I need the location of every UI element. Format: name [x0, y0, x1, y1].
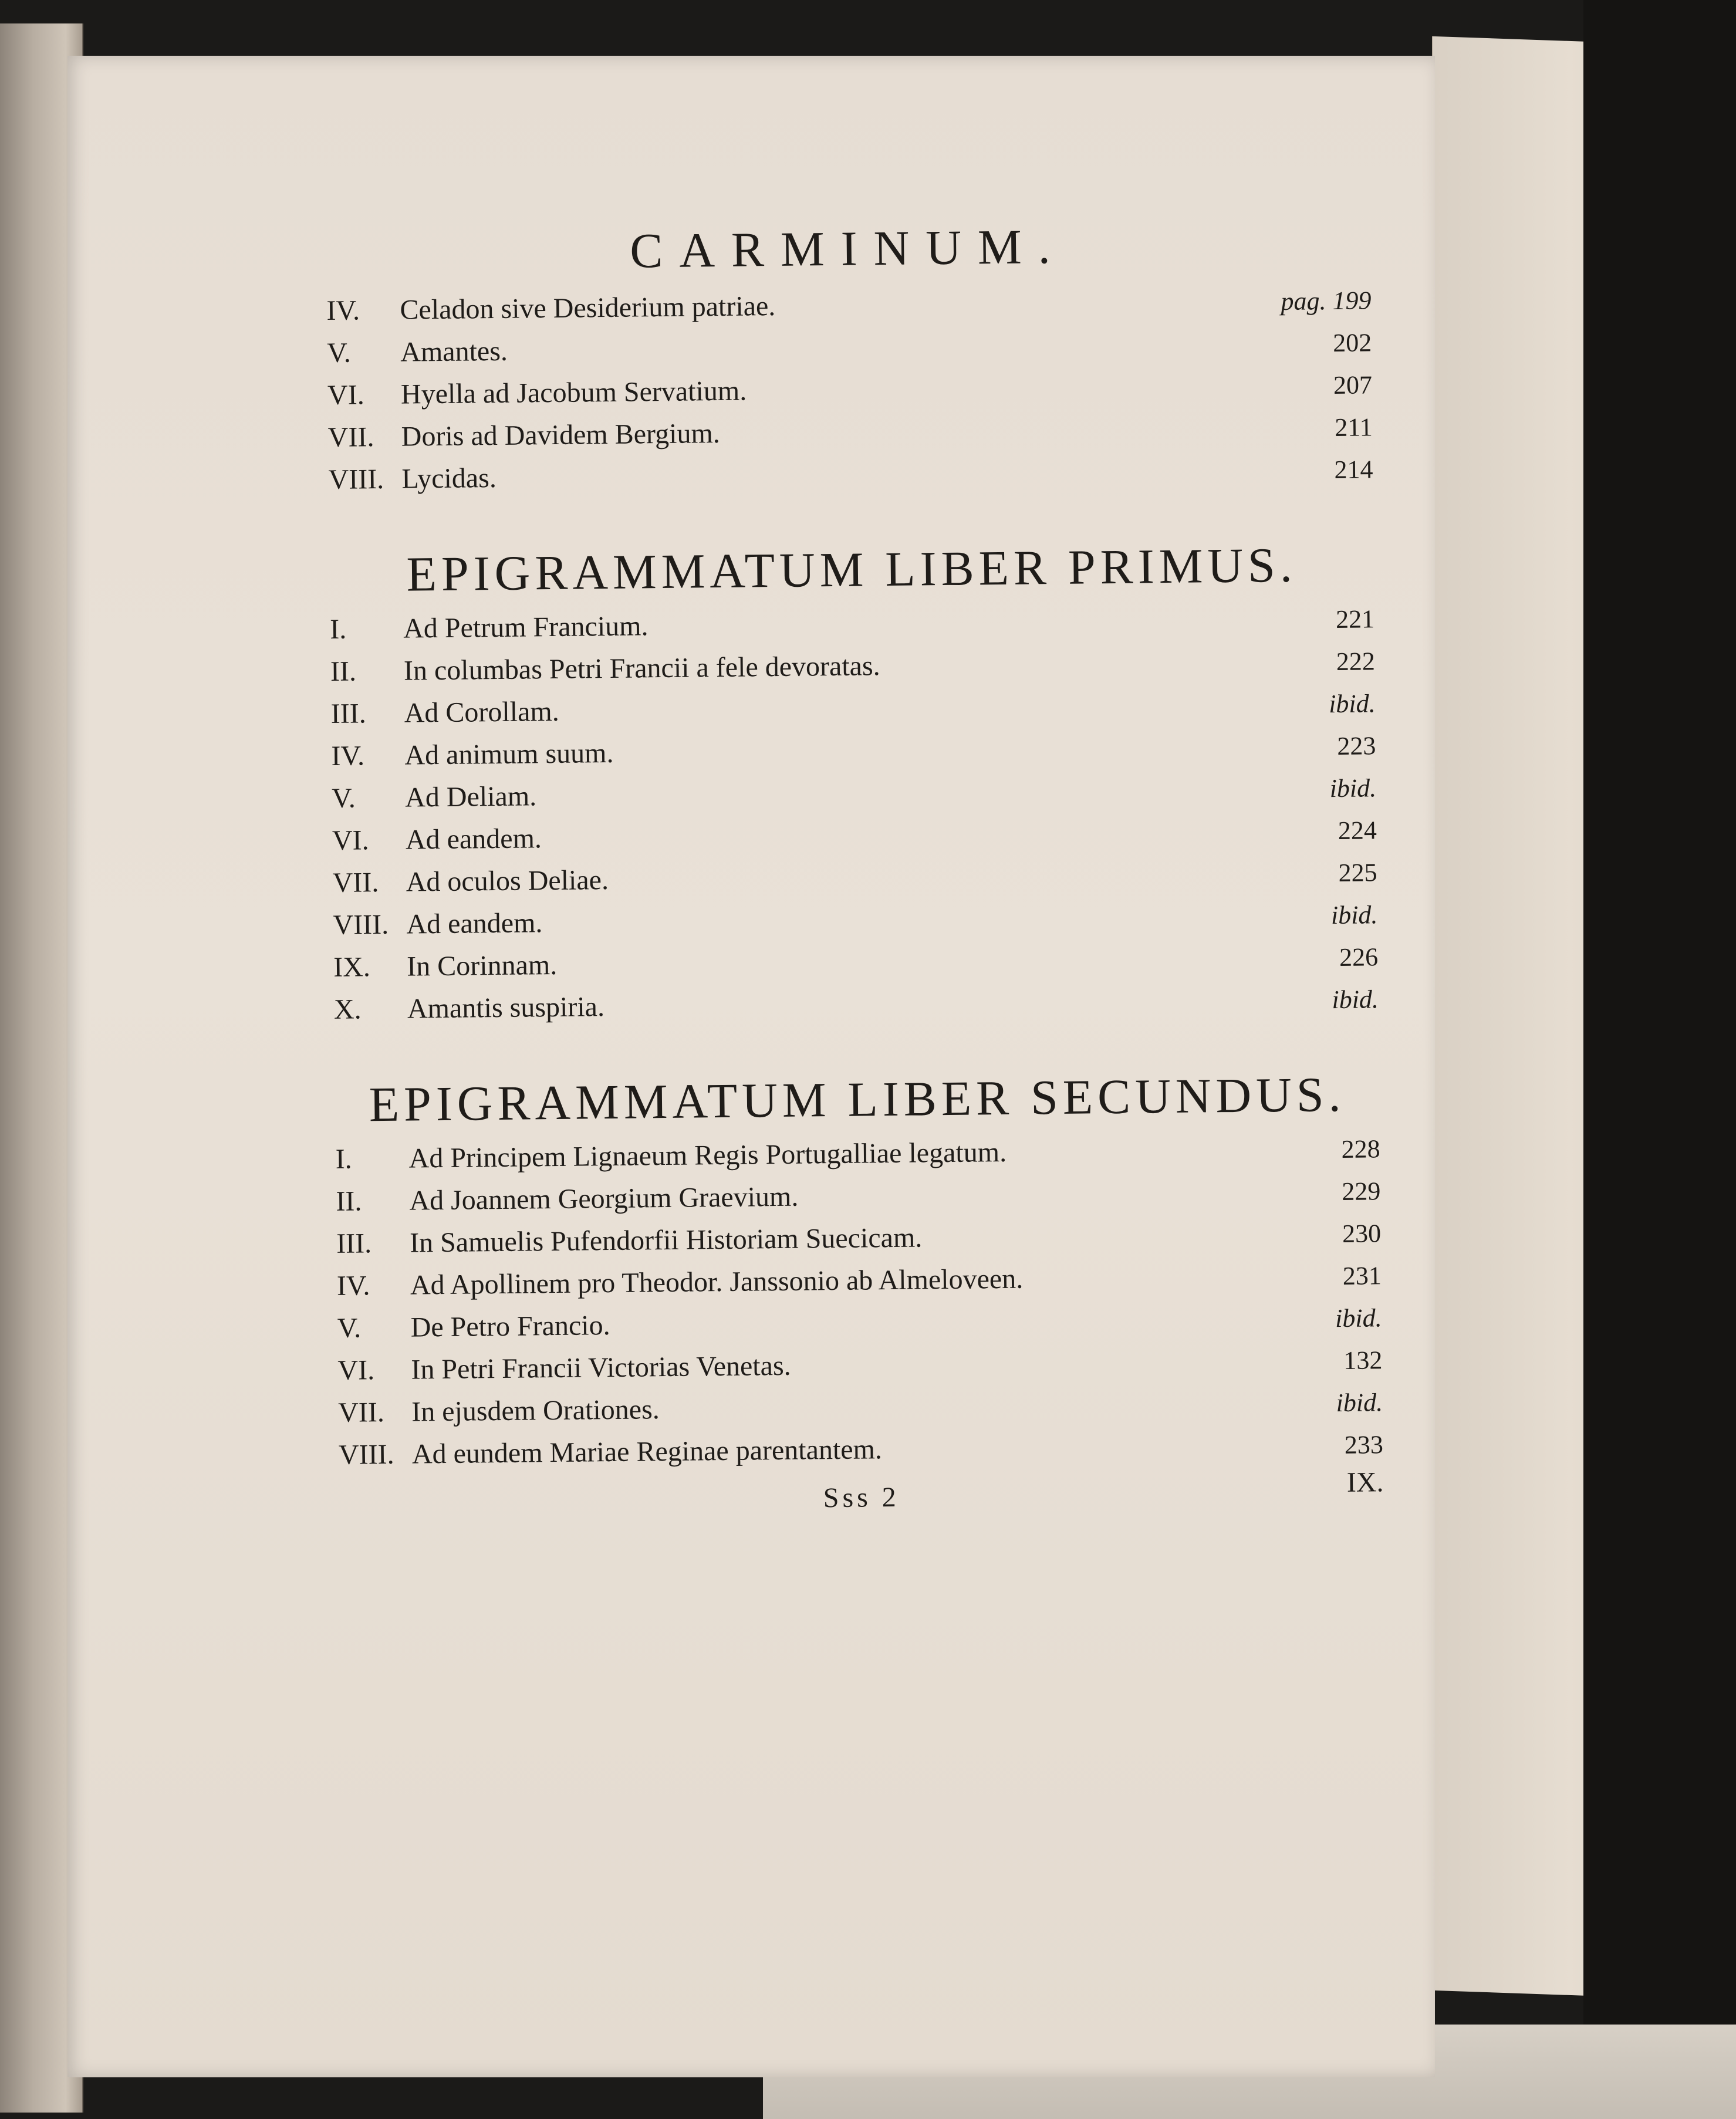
entry-title: Ad Principem Lignaeum Regis Portugalliae legatum.	[408, 1136, 1007, 1174]
entry-page: 224	[1338, 816, 1377, 845]
entry-page: 230	[1342, 1219, 1382, 1248]
entry-number: VI.	[332, 824, 369, 856]
entry-number: IX.	[333, 951, 371, 983]
entry-title: Ad Corollam.	[404, 695, 559, 729]
background-dark	[1583, 0, 1736, 2119]
book-page	[67, 56, 1435, 2077]
entry-number: IV.	[331, 740, 365, 772]
entry-number: V.	[326, 337, 352, 369]
entry-title: Ad Deliam.	[404, 780, 537, 813]
liber-primus-section	[329, 536, 1379, 1036]
entry-number: II.	[330, 655, 357, 687]
entry-number: V.	[337, 1312, 362, 1344]
section-title-liber-primus: EPIGRAMMATUM LIBER PRIMUS.	[406, 538, 1298, 602]
section-title-liber-secundus: EPIGRAMMATUM LIBER SECUNDUS.	[369, 1067, 1346, 1133]
entry-title: In Samuelis Pufendorfii Historiam Suecicam.	[409, 1222, 923, 1259]
entry-title: De Petro Francio.	[410, 1310, 610, 1343]
entry-title: Ad Apollinem pro Theodor. Janssonio ab Almeloveen.	[410, 1263, 1024, 1301]
entry-number: I.	[329, 613, 347, 645]
liber-secundus-section	[335, 1066, 1383, 1481]
catchword: IX.	[1346, 1466, 1384, 1498]
entry-page: 202	[1332, 328, 1372, 358]
entry-number: VI.	[327, 379, 364, 411]
entry-title: In columbas Petri Francii a fele devoratas.	[403, 650, 880, 687]
entry-number: VII.	[337, 1397, 385, 1428]
entry-number: III.	[330, 698, 366, 729]
entry-title: Celadon sive Desiderium patriae.	[400, 290, 776, 326]
entry-page: 214	[1334, 455, 1373, 485]
entry-title: In ejusdem Orationes.	[411, 1394, 660, 1428]
entry-title: Lycidas.	[401, 462, 497, 495]
carminum-section	[326, 215, 1373, 506]
entry-page: ibid.	[1330, 900, 1378, 930]
entry-title: Ad eundem Mariae Reginae parentantem.	[411, 1434, 883, 1470]
entry-number: IV.	[336, 1270, 370, 1302]
entry-title: Ad Joannem Georgium Graevium.	[409, 1181, 799, 1216]
entry-page: 132	[1343, 1346, 1383, 1375]
entry-number: VII.	[332, 867, 379, 898]
entry-page: 207	[1333, 370, 1373, 400]
entry-number: VI.	[337, 1354, 375, 1386]
entry-number: VIII.	[328, 463, 384, 495]
entry-number: V.	[331, 782, 356, 814]
entry-title: Ad Petrum Francium.	[403, 610, 649, 644]
entry-title: Ad eandem.	[405, 823, 542, 856]
entry-page: pag. 199	[1281, 286, 1372, 316]
entry-title: In Corinnam.	[406, 949, 558, 982]
entry-number: I.	[335, 1143, 352, 1175]
entry-page: ibid.	[1332, 985, 1379, 1015]
entry-page: 231	[1342, 1261, 1382, 1290]
entry-number: VII.	[327, 421, 374, 453]
entry-title: Doris ad Davidem Bergium.	[401, 417, 721, 452]
entry-page: 228	[1341, 1134, 1380, 1164]
entry-page: 222	[1336, 647, 1376, 677]
entry-page: 221	[1335, 604, 1375, 634]
entry-title: Amantes.	[400, 335, 508, 368]
entry-page: ibid.	[1328, 689, 1376, 719]
entry-page: 233	[1344, 1430, 1384, 1459]
section-title-carminum: CARMINUM.	[629, 219, 1068, 279]
entry-number: II.	[336, 1185, 362, 1217]
entry-page: 226	[1339, 942, 1379, 972]
entry-number: X.	[333, 993, 362, 1025]
entry-title: Ad oculos Deliae.	[406, 864, 609, 898]
entry-title: Ad animum suum.	[404, 737, 614, 771]
entry-page: ibid.	[1335, 1303, 1382, 1333]
entry-title: Hyella ad Jacobum Servatium.	[400, 375, 747, 410]
entry-page: ibid.	[1336, 1388, 1383, 1418]
entry-number: VIII.	[338, 1438, 394, 1471]
entry-page: ibid.	[1329, 773, 1377, 803]
entry-number: IV.	[326, 295, 360, 326]
entry-page: 225	[1338, 858, 1377, 887]
entry-page: 211	[1335, 413, 1373, 442]
signature-mark: Sss 2	[823, 1481, 900, 1514]
entry-number: III.	[336, 1228, 372, 1259]
entry-title: Ad eandem.	[406, 907, 543, 940]
entry-title: Amantis suspiria.	[407, 991, 605, 1025]
entry-number: VIII.	[333, 908, 389, 941]
entry-page: 229	[1342, 1177, 1381, 1206]
entry-page: 223	[1337, 731, 1376, 761]
table-of-contents	[326, 215, 1384, 1514]
entry-title: In Petri Francii Victorias Venetas.	[411, 1350, 791, 1385]
